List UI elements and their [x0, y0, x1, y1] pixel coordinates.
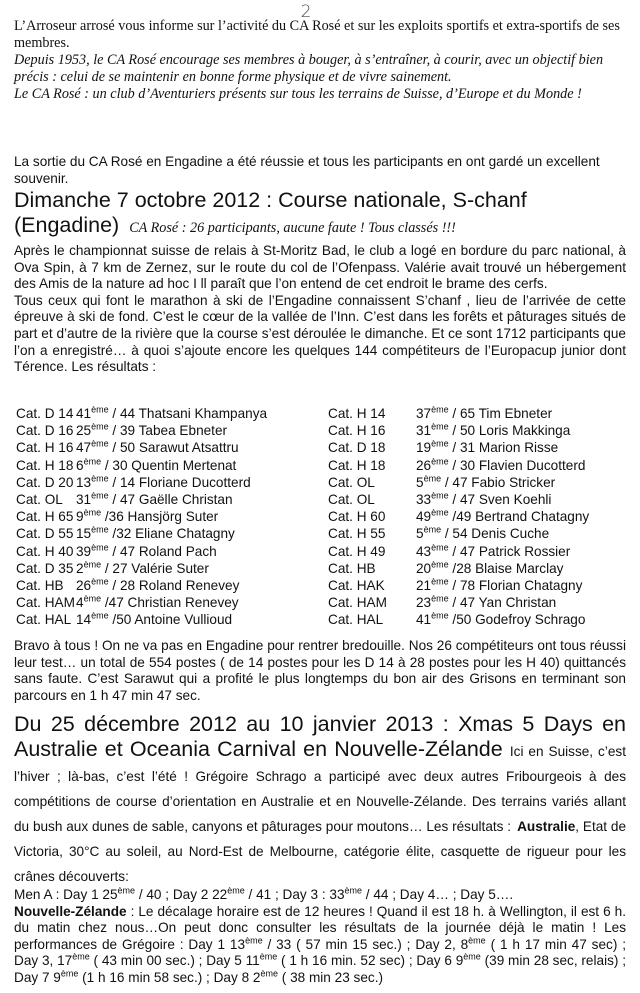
category-right: Cat. H 14 — [328, 406, 386, 421]
category-left: Cat. D 20 — [16, 474, 74, 490]
category-right: Cat. HAM — [328, 595, 387, 611]
category-left: Cat. D 14 — [16, 406, 74, 421]
category-left: Cat. HB — [16, 577, 64, 593]
category-left: Cat. D 35 — [16, 560, 74, 576]
result-row — [16, 475, 628, 492]
result-row — [16, 440, 628, 457]
result-row — [16, 595, 628, 612]
intro-line: L’Arroseur arrosé vous informe sur l’activité du CA Rosé et sur les exploits sportifs et extra-sportifs de ses membres. — [14, 18, 620, 51]
men-a-results: Men A : Day 1 25ème / 40 ; Day 2 22ème / 41 ; Day 3 : 33ème / 44 ; Day 4… ; Day 5…. — [14, 885, 514, 902]
result-row — [16, 509, 628, 526]
australia-text: , Etat de Victoria, 30°C au soleil, au Nord-Est de Melbourne, catégorie élite, casquette de rigueur pour les crânes découverts: — [14, 819, 627, 884]
result-left: 31ème / 47 Gaëlle Christan — [76, 490, 233, 507]
result-row — [16, 423, 628, 440]
intro-club: Le CA Rosé : un club d’Aventuriers présents sur tous les terrains de Suisse, d’Europe et du Monde ! — [14, 86, 582, 102]
category-left: Cat. H 65 — [16, 509, 74, 525]
result-left: 2ème / 27 Valérie Suter — [76, 559, 209, 576]
result-row — [16, 492, 628, 509]
result-right: 23ème / 47 Yan Christan — [416, 593, 557, 611]
category-right: Cat. HAL — [328, 612, 384, 628]
result-left: 9ème /36 Hansjörg Suter — [76, 507, 219, 525]
heading-text: Dimanche 7 octobre 2012 : Course nationale, S-chanf (Engadine) — [14, 188, 527, 237]
category-left: Cat. H 40 — [16, 543, 74, 559]
result-left: 15ème /32 Eliane Chatagny — [76, 524, 235, 542]
result-row — [16, 526, 628, 543]
result-left: 6ème / 30 Quentin Mertenat — [76, 456, 237, 473]
result-row — [16, 612, 628, 629]
article-heading — [14, 712, 626, 887]
result-right: 41ème /50 Godefroy Schrago — [416, 610, 586, 628]
result-right: 43ème / 47 Patrick Rossier — [416, 541, 571, 559]
category-left: Cat. H 18 — [16, 457, 74, 473]
category-right: Cat. OL — [328, 491, 375, 507]
result-left: 13ème / 14 Floriane Ducotterd — [76, 473, 251, 490]
nz-label: Nouvelle-Zélande — [14, 903, 127, 919]
nz-paragraph — [14, 904, 626, 987]
lead-text: La sortie du CA Rosé en Engadine a été réussie et tous les participants en ont gardé un excellent souvenir. — [14, 154, 600, 186]
category-left: Cat. D 55 — [16, 526, 74, 542]
heading-text: Du 25 décembre 2012 au 10 janvier 2013 : Xmas 5 Days en Australie et Oceania Carnival en Nouvelle-Zélande — [14, 712, 626, 761]
result-row — [16, 406, 628, 423]
result-row — [16, 541, 628, 561]
category-right: Cat. OL — [328, 474, 375, 490]
result-row — [16, 561, 628, 578]
result-left: 25ème / 39 Tabea Ebneter — [76, 421, 228, 439]
category-right: Cat. H 16 — [328, 423, 386, 439]
result-row — [16, 458, 628, 475]
result-right: 5ème / 47 Fabio Stricker — [416, 473, 556, 490]
article-heading — [14, 188, 626, 241]
category-right: Cat. H 18 — [328, 457, 386, 473]
category-left: Cat. D 16 — [16, 423, 74, 439]
category-right: Cat. H 60 — [328, 509, 386, 525]
result-right: 26ème / 30 Flavien Ducotterd — [416, 456, 586, 473]
result-left: 26ème / 28 Roland Renevey — [76, 576, 240, 593]
page-number: 2 — [300, 2, 312, 22]
result-right: 19ème / 31 Marion Risse — [416, 438, 559, 456]
result-left: 41ème / 44 Thatsani Khampanya — [76, 404, 268, 421]
heading-note: CA Rosé : 26 participants, aucune faute ! Tous classés !!! — [129, 220, 456, 236]
article-paragraph: Tous ceux qui font le marathon à ski de l’Engadine connaissent S’chanf , lieu de l’arrivée de cette épreuve à ski de fond. C’est le cœur de la vallée de l’Inn. C’est dans les forêts et pâturages situés de part et d’autre de la rivière que la course s’est déroulée le dimanche. Et ce sont 1712 participants que l’on a enregistré… à quoi s’ajoute encore les quelques 144 compétiteurs de l’Europacup junior dont Térence. Les résultats : — [14, 292, 626, 375]
category-left: Cat. HAM — [16, 595, 75, 611]
result-left: 39ème / 47 Roland Pach — [76, 541, 217, 559]
result-right: 20ème /28 Blaise Marclay — [416, 559, 564, 576]
category-left: Cat. HAL — [16, 612, 72, 628]
article-intro: Ici en Suisse, c’est l’hiver ; là-bas, c’est l’été ! Grégoire Schrago a participé avec deux autres Fribourgeois à des compétitions de course d’orientation en Australie et en Nouvelle-Zélande. Des terrains variés allant du bush aux dunes de sable, canyons et pâturages pour moutons… Les résultats : — [14, 744, 626, 834]
result-right: 37ème / 65 Tim Ebneter — [416, 404, 553, 421]
category-right: Cat. H 55 — [328, 526, 386, 542]
result-right: 5ème / 54 Denis Cuche — [416, 524, 550, 542]
category-left: Cat. H 16 — [16, 440, 74, 456]
category-left: Cat. OL — [16, 491, 63, 507]
category-right: Cat. HB — [328, 560, 376, 576]
result-row — [16, 578, 628, 595]
intro-motto: Depuis 1953, le CA Rosé encourage ses membres à bouger, à s’entraîner, à courir, avec un objectif bien précis : celui de se maintenir en bonne forme physique et de vivre sainement. — [14, 52, 604, 85]
summary-paragraph — [14, 638, 626, 704]
article-engadine — [14, 188, 626, 376]
australia-label: Australie — [517, 819, 576, 834]
category-right: Cat. D 18 — [328, 440, 386, 456]
results-table — [16, 406, 628, 629]
result-right: 49ème /49 Bertrand Chatagny — [416, 507, 590, 525]
summary-text: Bravo à tous ! On ne va pas en Engadine pour rentrer bredouille. Nos 26 compétiteurs ont tous réussi leur test… un total de 554 postes ( de 14 postes pour les D 14 à 28 postes pour les H 40) quittancés sans faute. C’est Sarawut qui a profité le plus longtemps du bon air des Grisons en terminant son parcours en 1 h 47 min 47 sec. — [14, 638, 626, 703]
category-right: Cat. H 49 — [328, 543, 386, 559]
nz-text: : Le décalage horaire est de 12 heures ! Quand il est 18 h. à Wellington, il est 6 h. du matin chez nous…On peut donc consulter les résultats de la journée déjà le matin ! Les performances de Grégoire : Day 1 13ème / 33 ( 57 min 15 sec.) ; Day 2, 8ème ( 1 h 17 min 47 sec) ; Day 3, 17ème ( 43 min 00 sec.) ; Day 5 11ème ( 1 h 16 min. 52 sec) ; Day 6 9ème (39 min 28 sec, relais) ; Day 7 9ème (1 h 16 min 58 sec.) ; Day 8 2ème ( 38 min 23 sec.) — [14, 903, 627, 985]
result-left: 47ème / 50 Sarawut Atsattru — [76, 438, 239, 456]
article-paragraph: Après le championnat suisse de relais à St-Moritz Bad, le club a logé en bordure du parc national, à Ova Spin, à 7 km de Zernez, sur le route du col de l’Ofenpass. Valérie avait trouvé un hébergement des Amis de la nature ad hoc I ll paraît que l’on entend de cet endroit le brame des cerfs. — [14, 243, 626, 292]
intro-block — [14, 18, 626, 103]
category-right: Cat. HAK — [328, 577, 385, 593]
result-right: 21ème / 78 Florian Chatagny — [416, 576, 583, 593]
result-right: 33ème / 47 Sven Koehli — [416, 490, 552, 507]
lead-paragraph — [14, 154, 626, 187]
result-left: 14ème /50 Antoine Vullioud — [76, 610, 233, 628]
result-left: 4ème /47 Christian Renevey — [76, 593, 239, 611]
article-oceania — [14, 712, 626, 987]
result-right: 31ème / 50 Loris Makkinga — [416, 421, 571, 439]
